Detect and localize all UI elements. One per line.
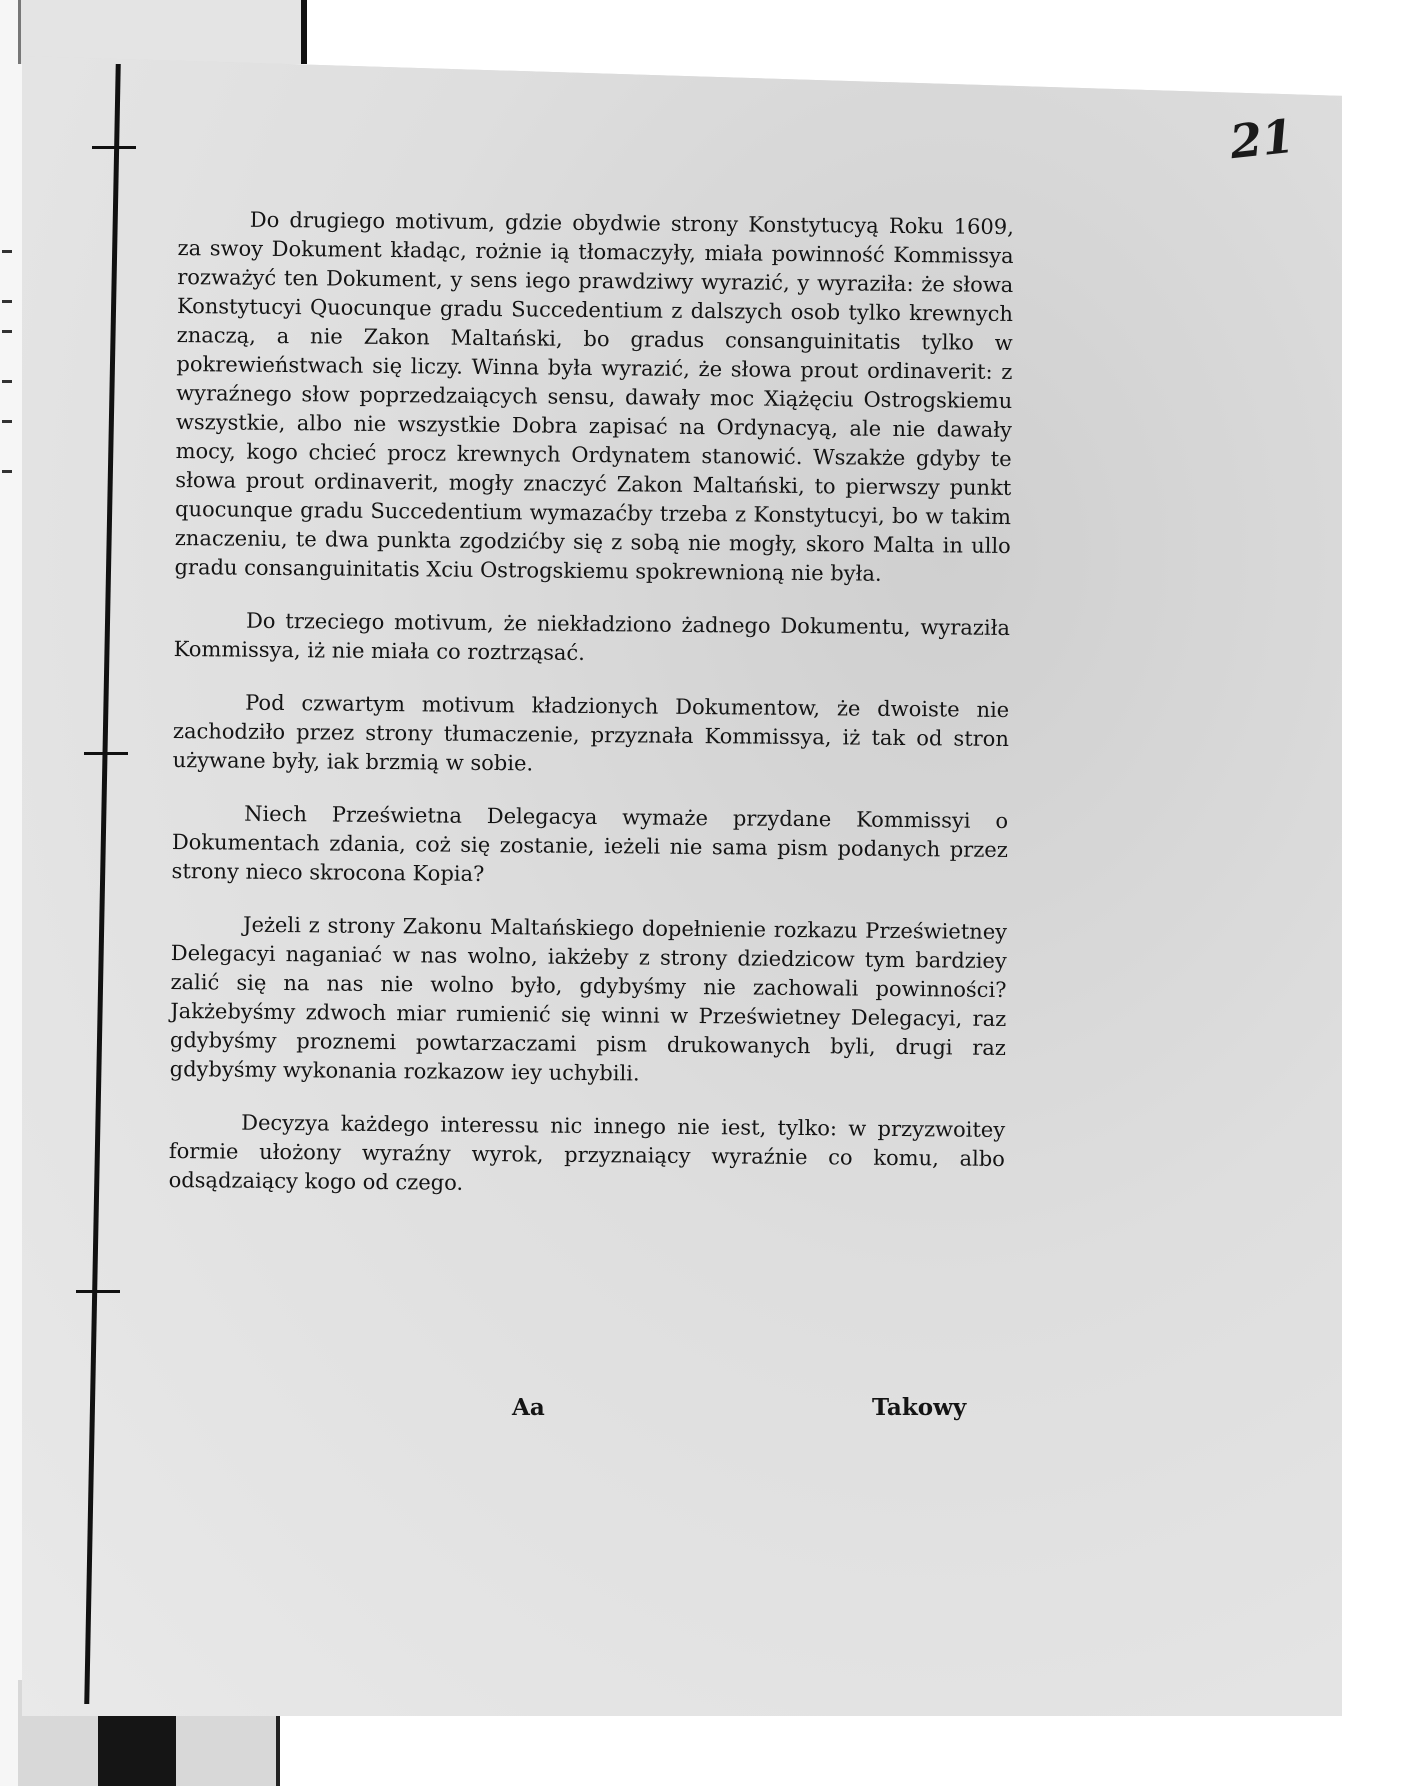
paragraph: Do drugiego motivum, gdzie obydwie strony Konstytucyą Roku 1609, za swoy Dokument kładąc, rożnie ią tłomaczyły, miała powinność Kommissya rozważyć ten Dokument, y sens iego prawdziwy wyrazić, y wyraziła: że słowa Konstytucyi Quocunque gradu Succedentium z dalszych osob tylko krewnych znaczą, a nie Zakon Maltański, bo gradus consanguinitatis tylko w pokrewieństwach się liczy. Winna była wyrazić, że słowa prout ordinaverit: z wyraźnego słow poprzedzaiących sensu, dawały moc Xiążęciu Ostrogskiemu wszystkie, albo nie wszystkie Dobra zapisać na Ordynacyą, ale nie dawały mocy, kogo chcieć procz krewnych Ordynatem stanowić. Wszakże gdyby te słowa prout ordinaverit, mogły znaczyć Zakon Maltański, to pierwszy punkt quocunque gradu Succedentium wymazaćby trzeba z Konstytucyi, bo w takim znaczeniu, te dwa punkta zgodzićby się z sobą nie mogły, skoro Malta in ullo gradu consanguinitatis Xciu Ostrogskiemu spokrewnioną nie była.	[174, 207, 1014, 586]
paragraph: Jeżeli z strony Zakonu Maltańskiego dopełnienie rozkazu Prześwietney Delegacyi naganiać w nas wolno, iakżeby z strony dziedzicow tym bardziey zalić się na nas nie wolno było, gdybyśmy nie zachowali powinności? Jakżebyśmy zdwoch miar rumienić się winni w Prześwietney Delegacyi, raz gdybyśmy proznemi powtarzaczami pism drukowanych byli, drugi raz gdybyśmy wykonania rozkazow iey uchybili.	[169, 912, 1008, 1086]
spine-stitch	[84, 752, 128, 755]
binding-tab-top	[18, 0, 307, 64]
spine-stitch	[92, 146, 136, 149]
body-text	[168, 205, 1014, 1227]
paragraph: Do trzeciego motivum, że niekładziono żadnego Dokumentu, wyraziła Kommissya, iż nie miała co roztrząsać.	[173, 608, 1011, 665]
catchword: Takowy	[872, 1394, 967, 1421]
paragraph: Pod czwartym motivum kładzionych Dokumentow, że dwoiste nie zachodziło przez strony tłumaczenie, przyznała Kommissya, iż tak od stron używane były, iak brzmią w sobie.	[172, 690, 1010, 776]
adjacent-page-edge	[0, 0, 22, 1786]
spine-stitch	[76, 1290, 120, 1293]
page-number: 21	[1227, 108, 1297, 170]
paragraph: Niech Prześwietna Delegacya wymaże przydane Kommissyi o Dokumentach zdania, coż się zostanie, ieżeli nie sama pism podanych przez strony nieco skrocona Kopia?	[171, 801, 1009, 886]
signature-mark: Aa	[512, 1394, 545, 1421]
paragraph: Decyzya każdego interessu nic innego nie iest, tylko: w przyzwoitey formie ułożony wyraźny wyrok, przyznaiący wyraźnie co komu, albo odsądzaiący kogo od czego.	[168, 1110, 1006, 1195]
